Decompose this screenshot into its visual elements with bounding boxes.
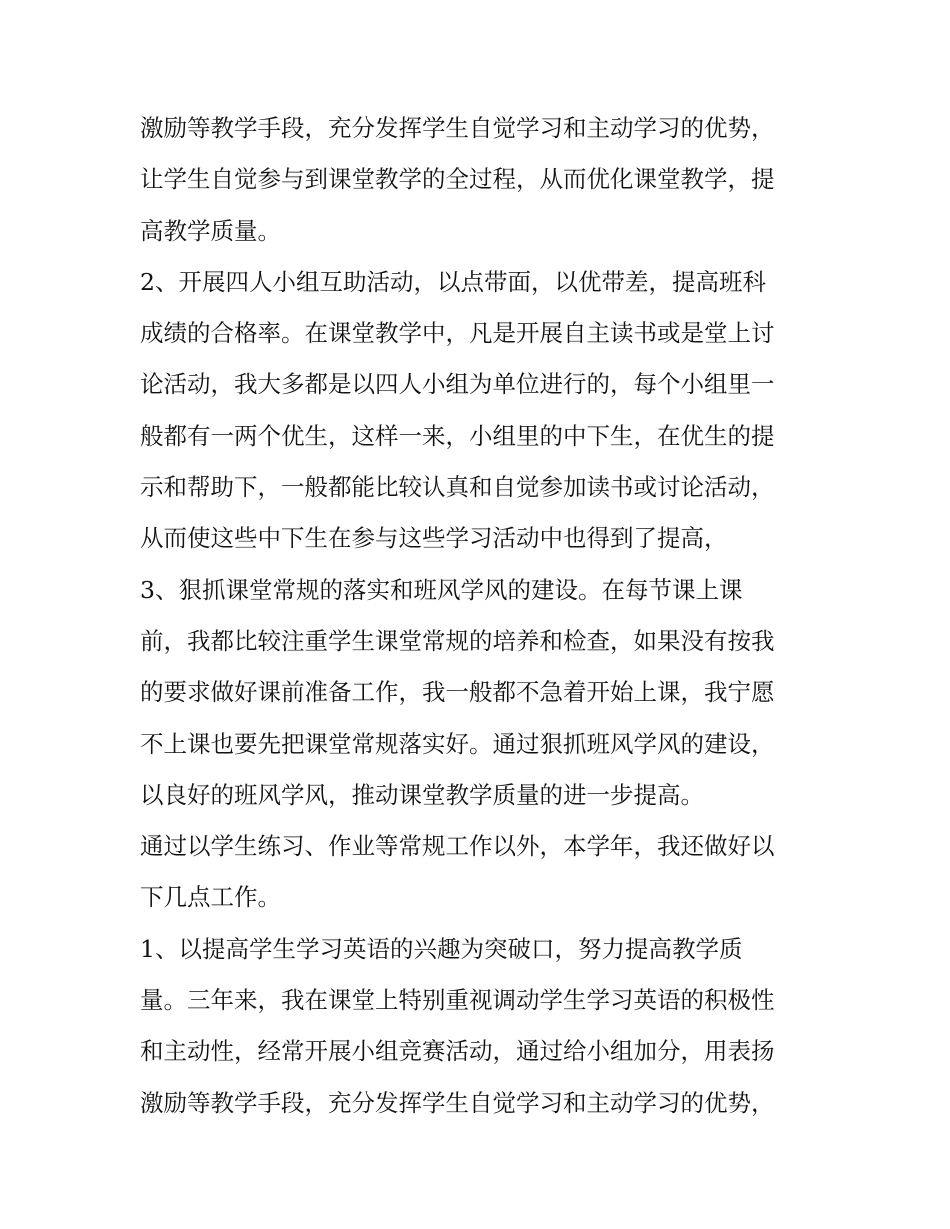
text-line-2: 让学生自觉参与到课堂教学的全过程，从而优化课堂教学，提 (140, 165, 775, 194)
text-line-3: 高教学质量。 (140, 216, 281, 245)
text-line-12: 的要求做好课前准备工作，我一般都不急着开始上课，我宁愿 (140, 678, 775, 707)
text-line-14: 以良好的班风学风，推动课堂教学质量的进一步提高。 (140, 780, 704, 809)
text-line-16: 下几点工作。 (140, 883, 281, 912)
text-line-11: 前，我都比较注重学生课堂常规的培养和检查，如果没有按我 (140, 626, 775, 655)
text-line-4: 2、开展四人小组互助活动，以点带面，以优带差，提高班科 (140, 267, 766, 296)
text-line-10: 3、狠抓课堂常规的落实和班风学风的建设。在每节课上课 (140, 575, 743, 604)
text-line-18: 量。三年来，我在课堂上特别重视调动学生学习英语的积极性 (140, 986, 775, 1015)
text-line-19: 和主动性，经常开展小组竞赛活动，通过给小组加分，用表扬 (140, 1037, 775, 1066)
text-line-13: 不上课也要先把课堂常规落实好。通过狠抓班风学风的建设， (140, 729, 775, 758)
text-line-20: 激励等教学手段，充分发挥学生自觉学习和主动学习的优势， (140, 1088, 775, 1117)
text-line-5: 成绩的合格率。在课堂教学中，凡是开展自主读书或是堂上讨 (140, 319, 775, 348)
text-line-17: 1、以提高学生学习英语的兴趣为突破口，努力提高教学质 (140, 934, 743, 963)
text-line-6: 论活动，我大多都是以四人小组为单位进行的，每个小组里一 (140, 370, 775, 399)
document-body (140, 103, 830, 1129)
text-line-8: 示和帮助下，一般都能比较认真和自觉参加读书或讨论活动， (140, 473, 775, 502)
text-line-15: 通过以学生练习、作业等常规工作以外，本学年，我还做好以 (140, 832, 775, 861)
text-line-1: 激励等教学手段，充分发挥学生自觉学习和主动学习的优势， (140, 114, 775, 142)
text-line-9: 从而使这些中下生在参与这些学习活动中也得到了提高， (140, 524, 728, 553)
text-line-7: 般都有一两个优生，这样一来，小组里的中下生，在优生的提 (140, 421, 775, 450)
